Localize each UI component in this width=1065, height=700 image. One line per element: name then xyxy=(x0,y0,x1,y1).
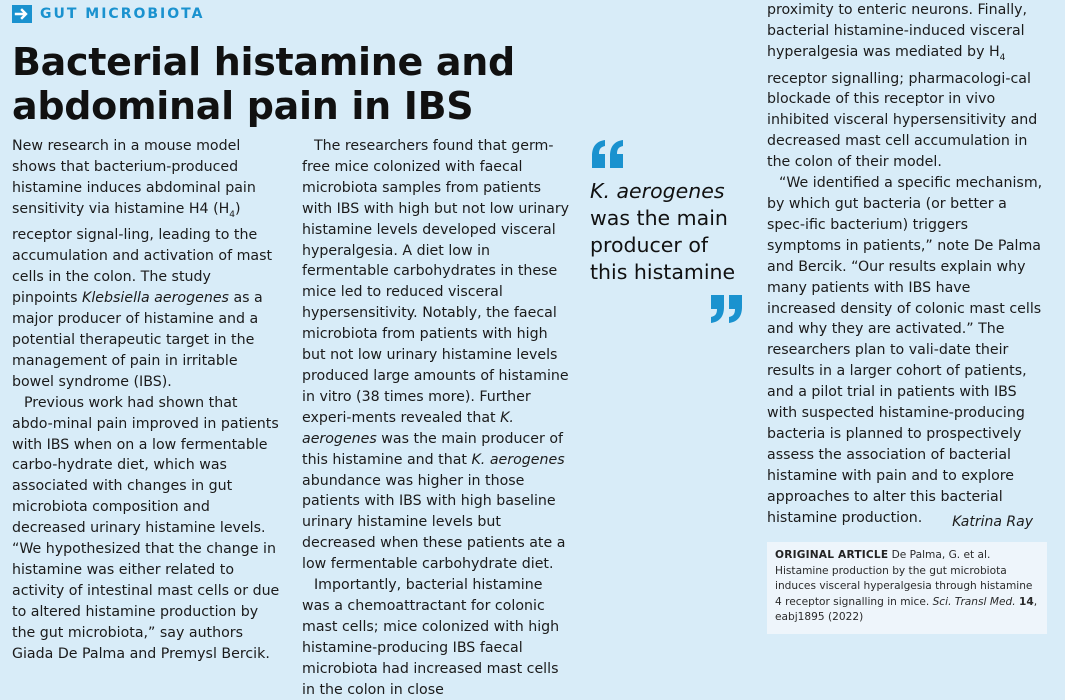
body-column-2 xyxy=(302,136,572,700)
col3-paragraph-2: “We identified a specific mechanism, by which gut bacteria (or better a spec-ific bacterium) triggers symptoms in patients,” note De Palma and Bercik. “Our results explain why many patients with IBS have increased density of colonic mast cells and why they are activated.” The researchers plan to vali-date their results in a larger cohort of patients, and a pilot trial in patients with IBS with suspected histamine-producing bacteria is planned to prospectively assess the association of bacterial histamine with pain and to explore approaches to alter this bacterial histamine production. xyxy=(767,175,1043,526)
col1-paragraph-1: New research in a mouse model shows that bacterium-produced histamine induces abdominal pain sensitivity via histamine H4 $(H_4)$ receptor signal-ling, leading to the accumulation and activation of mast cells in the colon. The study pinpoints Klebsiella aerogenes as a major producer of histamine and a potential therapeutic target in the management of pain in irritable bowel syndrome (IBS). xyxy=(12,138,273,390)
section-label: GUT MICROBIOTA xyxy=(40,6,205,22)
col3-paragraph-1: proximity to enteric neurons. Finally, bacterial histamine-induced visceral hyperalgesia was mediated by $H_4$ receptor signalling; pharmacologi-cal blockade of this receptor in vivo inhibited visceral hypersensitivity and decreased mast cell accumulation in the colon of their model. xyxy=(767,2,1038,171)
body-column-1 xyxy=(12,136,280,664)
citation-text: De Palma, G. et al. Histamine production by the gut microbiota induces visceral hyperalgesia through histamine 4 receptor signalling in mice. xyxy=(775,549,1033,608)
section-header xyxy=(12,5,204,23)
arrow-right-icon xyxy=(12,5,32,23)
citation-id: , eabj1895 (2022) xyxy=(775,595,1038,623)
col2-paragraph-1: The researchers found that germ-free mice colonized with faecal microbiota samples from patients with IBS with high but not low urinary histamine levels developed visceral hyperalgesia. A diet low in fermentable carbohydrates in these mice led to reduced visceral hypersensitivity. Notably, the faecal microbiota from patients with high but not low urinary histamine levels produced large amounts of histamine in vitro (38 times more). Further experi-ments revealed that K. aerogenes was the main producer of this histamine and that K. aerogenes abundance was higher in those patients with IBS with high baseline urinary histamine levels but decreased when these patients ate a low fermentable carbohydrate diet. xyxy=(302,138,570,573)
journal-name: Sci. Transl Med. xyxy=(932,595,1016,608)
headline-line-2: abdominal pain in IBS xyxy=(12,84,474,128)
body-column-3 xyxy=(767,0,1043,528)
author-byline: Katrina Ray xyxy=(952,514,1033,530)
original-article-label: ORIGINAL ARTICLE xyxy=(775,549,889,561)
original-article-box xyxy=(767,542,1047,634)
quote-close-icon xyxy=(708,293,744,325)
headline-line-1: Bacterial histamine and xyxy=(12,40,515,84)
pull-quote xyxy=(590,138,750,286)
col2-paragraph-2: Importantly, bacterial histamine was a chemoattractant for colonic mast cells; mice colonized with high histamine-producing IBS faecal microbiota had increased mast cells in the colon in close xyxy=(302,577,560,698)
quote-open-icon xyxy=(590,138,626,170)
article-headline xyxy=(12,40,572,128)
pull-quote-text: K. aerogenes was the main producer of this histamine xyxy=(590,179,736,284)
journal-volume: 14 xyxy=(1018,595,1034,608)
col1-paragraph-2: Previous work had shown that abdo-minal pain improved in patients with IBS when on a low fermentable carbo-hydrate diet, which was associated with changes in gut microbiota composition and decreased urinary histamine levels. “We hypothesized that the change in histamine was either related to activity of intestinal mast cells or due to altered histamine production by the gut microbiota,” say authors Giada De Palma and Premysl Bercik. xyxy=(12,394,280,662)
